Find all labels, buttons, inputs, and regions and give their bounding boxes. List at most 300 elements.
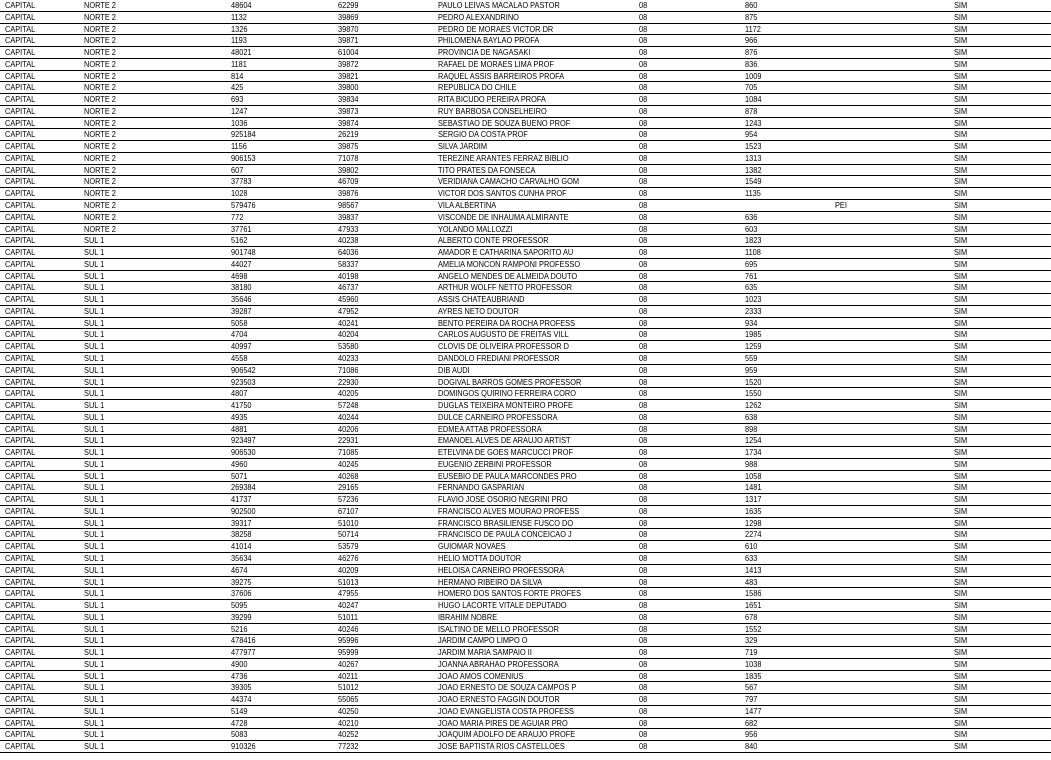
table-cell: NORTE 2 xyxy=(84,94,116,105)
table-cell: CAPITAL xyxy=(4,247,36,258)
table-row xyxy=(0,718,1051,730)
table-cell: 1247 xyxy=(230,105,248,116)
table-cell: 08 xyxy=(638,35,648,46)
table-cell: 71085 xyxy=(337,447,359,458)
table-cell: 08 xyxy=(638,447,648,458)
table-cell: SUL 1 xyxy=(84,458,105,469)
table-row xyxy=(0,600,1051,612)
table-row xyxy=(0,553,1051,565)
table-cell: CAPITAL xyxy=(4,376,36,387)
table-cell: SIM xyxy=(953,223,968,234)
table-cell: 923497 xyxy=(230,435,256,446)
table-cell: CAPITAL xyxy=(4,705,36,716)
table-row xyxy=(0,235,1051,247)
table-cell: SUL 1 xyxy=(84,447,105,458)
table-cell: 4704 xyxy=(230,329,248,340)
table-cell: SIM xyxy=(953,141,968,152)
table-cell: 40250 xyxy=(337,705,359,716)
table-cell: CAPITAL xyxy=(4,435,36,446)
table-cell: 901748 xyxy=(230,247,256,258)
table-cell: CAPITAL xyxy=(4,482,36,493)
table-cell: 08 xyxy=(638,117,648,128)
table-cell: CAPITAL xyxy=(4,388,36,399)
table-cell: 269384 xyxy=(230,482,256,493)
table-row xyxy=(0,224,1051,236)
table-row xyxy=(0,541,1051,553)
table-cell: 35634 xyxy=(230,552,252,563)
table-cell: CAPITAL xyxy=(4,447,36,458)
table-cell: SUL 1 xyxy=(84,647,105,658)
table-cell: SIM xyxy=(953,47,968,58)
table-cell: 38258 xyxy=(230,529,252,540)
table-cell: CAPITAL xyxy=(4,176,36,187)
table-cell: 39802 xyxy=(337,164,359,175)
table-cell: CAPITAL xyxy=(4,152,36,163)
table-cell: 4900 xyxy=(230,658,248,669)
table-row xyxy=(0,671,1051,683)
table-cell: NORTE 2 xyxy=(84,0,116,10)
table-cell: 08 xyxy=(638,470,648,481)
table-row xyxy=(0,141,1051,153)
table-cell: CAPITAL xyxy=(4,129,36,140)
table-cell: 45960 xyxy=(337,294,359,305)
table-cell: 2333 xyxy=(745,305,762,316)
table-cell: 39875 xyxy=(337,141,359,152)
table-cell: 39317 xyxy=(230,517,252,528)
table-cell: SIM xyxy=(953,694,968,705)
table-cell: 4698 xyxy=(230,270,248,281)
table-cell: SUL 1 xyxy=(84,470,105,481)
table-cell: FERNANDO GASPARIAN xyxy=(437,482,525,493)
table-cell: 08 xyxy=(638,141,648,152)
table-cell: CAPITAL xyxy=(4,341,36,352)
table-cell: SIM xyxy=(953,670,968,681)
table-cell: ALBERTO CONTE PROFESSOR xyxy=(437,235,549,246)
table-cell: 37783 xyxy=(230,176,252,187)
table-row xyxy=(0,447,1051,459)
table-cell: SIM xyxy=(953,423,968,434)
table-cell: 48604 xyxy=(230,0,252,10)
table-row xyxy=(0,24,1051,36)
table-row xyxy=(0,12,1051,24)
table-cell: 08 xyxy=(638,305,648,316)
table-cell: 860 xyxy=(745,0,758,10)
table-cell: SIM xyxy=(953,541,968,552)
table-cell: RAFAEL DE MORAES LIMA PROF xyxy=(437,58,554,69)
table-row xyxy=(0,529,1051,541)
table-row xyxy=(0,388,1051,400)
table-cell: 638 xyxy=(745,411,758,422)
table-cell: 08 xyxy=(638,317,648,328)
table-cell: SUL 1 xyxy=(84,329,105,340)
table-cell: GUIOMAR NOVAES xyxy=(437,541,506,552)
table-cell: 22930 xyxy=(337,376,359,387)
table-cell: 40206 xyxy=(337,423,359,434)
table-cell: SUL 1 xyxy=(84,435,105,446)
table-cell: NORTE 2 xyxy=(84,176,116,187)
table-cell: 08 xyxy=(638,576,648,587)
table-cell: 67107 xyxy=(337,505,359,516)
table-cell: 08 xyxy=(638,411,648,422)
table-cell: 08 xyxy=(638,647,648,658)
table-cell: 08 xyxy=(638,670,648,681)
table-cell: CAPITAL xyxy=(4,682,36,693)
table-cell: 4674 xyxy=(230,564,248,575)
table-cell: 4558 xyxy=(230,352,248,363)
table-cell: 772 xyxy=(230,211,244,222)
table-cell: 4960 xyxy=(230,458,248,469)
table-cell: CAPITAL xyxy=(4,552,36,563)
table-cell: 1108 xyxy=(745,247,761,258)
table-row xyxy=(0,729,1051,741)
table-cell: HELOISA CARNEIRO PROFESSORA xyxy=(437,564,565,575)
table-cell: 954 xyxy=(745,129,758,140)
table-cell: 1586 xyxy=(745,588,762,599)
table-cell: SIM xyxy=(953,600,968,611)
table-cell: CAPITAL xyxy=(4,741,36,752)
table-cell: JOAO AMOS COMENIUS xyxy=(437,670,524,681)
table-cell: SIM xyxy=(953,741,968,752)
table-cell: CAPITAL xyxy=(4,600,36,611)
table-cell: 46709 xyxy=(337,176,359,187)
table-cell: 1317 xyxy=(745,494,762,505)
table-cell: CAPITAL xyxy=(4,729,36,740)
table-cell: SUL 1 xyxy=(84,600,105,611)
table-cell: NORTE 2 xyxy=(84,200,116,211)
table-row xyxy=(0,435,1051,447)
table-row xyxy=(0,706,1051,718)
table-cell: CAPITAL xyxy=(4,117,36,128)
table-cell: RITA BICUDO PEREIRA PROFA xyxy=(437,94,546,105)
table-cell: DIB AUDI xyxy=(437,364,470,375)
table-cell: 53580 xyxy=(337,341,359,352)
table-cell: SIM xyxy=(953,517,968,528)
table-cell: 607 xyxy=(230,164,244,175)
table-cell: 08 xyxy=(638,352,648,363)
table-cell: SIM xyxy=(953,94,968,105)
table-cell: CAPITAL xyxy=(4,270,36,281)
table-cell: 51012 xyxy=(337,682,359,693)
table-cell: JOAO EVANGELISTA COSTA PROFESS xyxy=(437,705,574,716)
table-row xyxy=(0,153,1051,165)
table-cell: 35646 xyxy=(230,294,252,305)
table-cell: SUL 1 xyxy=(84,635,105,646)
table-cell: JOANNA ABRAHAO PROFESSORA xyxy=(437,658,559,669)
table-cell: 906530 xyxy=(230,447,256,458)
table-cell: 50714 xyxy=(337,529,359,540)
table-cell: SUL 1 xyxy=(84,247,105,258)
table-cell: SERGIO DA COSTA PROF xyxy=(437,129,528,140)
table-cell: SIM xyxy=(953,505,968,516)
table-cell: 08 xyxy=(638,247,648,258)
table-cell: SUL 1 xyxy=(84,258,105,269)
table-cell: 910326 xyxy=(230,741,256,752)
table-row xyxy=(0,294,1051,306)
table-cell: SUL 1 xyxy=(84,282,105,293)
table-cell: 08 xyxy=(638,58,648,69)
table-cell: 40247 xyxy=(337,600,359,611)
table-cell: CAPITAL xyxy=(4,141,36,152)
table-cell: 1038 xyxy=(745,658,762,669)
table-cell: 39287 xyxy=(230,305,252,316)
table-cell: CAPITAL xyxy=(4,35,36,46)
table-cell: 4881 xyxy=(230,423,248,434)
table-cell: 40198 xyxy=(337,270,359,281)
table-cell: 1259 xyxy=(745,341,762,352)
table-cell: NORTE 2 xyxy=(84,211,116,222)
table-cell: 08 xyxy=(638,658,648,669)
table-cell: 40997 xyxy=(230,341,252,352)
table-cell: 1132 xyxy=(230,11,247,22)
table-cell: SIM xyxy=(953,682,968,693)
table-cell: PEDRO DE MORAES VICTOR DR xyxy=(437,23,554,34)
table-cell: 08 xyxy=(638,176,648,187)
table-cell: SUL 1 xyxy=(84,529,105,540)
table-cell: 1313 xyxy=(745,152,762,163)
table-cell: 51011 xyxy=(337,611,358,622)
table-cell: CAPITAL xyxy=(4,82,36,93)
table-cell: 51013 xyxy=(337,576,359,587)
table-cell: 37606 xyxy=(230,588,252,599)
table-cell: CAPITAL xyxy=(4,305,36,316)
table-cell: 878 xyxy=(745,105,758,116)
table-cell: 635 xyxy=(745,282,758,293)
table-cell: 08 xyxy=(638,82,648,93)
table-row xyxy=(0,129,1051,141)
table-cell: NORTE 2 xyxy=(84,35,116,46)
table-cell: 1009 xyxy=(745,70,762,81)
table-cell: CAPITAL xyxy=(4,458,36,469)
table-cell: 08 xyxy=(638,388,648,399)
table-cell: SIM xyxy=(953,388,968,399)
table-cell: 40238 xyxy=(337,235,359,246)
table-cell: EUGENIO ZERBINI PROFESSOR xyxy=(437,458,552,469)
table-cell: SIM xyxy=(953,23,968,34)
table-cell: 5162 xyxy=(230,235,248,246)
table-cell: SIM xyxy=(953,717,968,728)
table-cell: 22931 xyxy=(337,435,359,446)
table-cell: 39275 xyxy=(230,576,252,587)
table-cell: ANGELO MENDES DE ALMEIDA DOUTO xyxy=(437,270,578,281)
table-cell: 693 xyxy=(230,94,244,105)
table-cell: 478416 xyxy=(230,635,256,646)
table-cell: 1985 xyxy=(745,329,762,340)
table-cell: 95999 xyxy=(337,647,359,658)
table-cell: 37761 xyxy=(230,223,252,234)
table-cell: 695 xyxy=(745,258,758,269)
table-cell: CAPITAL xyxy=(4,494,36,505)
table-cell: 956 xyxy=(745,729,758,740)
table-cell: PHILOMENA BAYLAO PROFA xyxy=(437,35,540,46)
table-cell: TEREZINE ARANTES FERRAZ BIBLIO xyxy=(437,152,569,163)
table-cell: 1520 xyxy=(745,376,762,387)
table-cell: CAPITAL xyxy=(4,164,36,175)
table-cell: 1835 xyxy=(745,670,762,681)
table-cell: SIM xyxy=(953,552,968,563)
table-cell: SIM xyxy=(953,411,968,422)
table-cell: SUL 1 xyxy=(84,717,105,728)
table-cell: SUL 1 xyxy=(84,482,105,493)
table-cell: CAPITAL xyxy=(4,635,36,646)
table-cell: 38180 xyxy=(230,282,252,293)
table-row xyxy=(0,59,1051,71)
table-cell: 40245 xyxy=(337,458,359,469)
table-row xyxy=(0,118,1051,130)
table-cell: SUL 1 xyxy=(84,305,105,316)
table-cell: 1036 xyxy=(230,117,248,128)
table-cell: SIM xyxy=(953,117,968,128)
table-cell: SUL 1 xyxy=(84,576,105,587)
table-cell: ASSIS CHATEAUBRIAND xyxy=(437,294,525,305)
table-cell: CAPITAL xyxy=(4,423,36,434)
table-cell: 39305 xyxy=(230,682,252,693)
table-row xyxy=(0,741,1051,753)
table-cell: SUL 1 xyxy=(84,423,105,434)
table-cell: CAPITAL xyxy=(4,211,36,222)
table-cell: 1243 xyxy=(745,117,762,128)
table-row xyxy=(0,694,1051,706)
table-cell: SIM xyxy=(953,376,968,387)
table-cell: JOAO ERNESTO FAGGIN DOUTOR xyxy=(437,694,560,705)
table-cell: CAPITAL xyxy=(4,0,36,10)
table-cell: CAPITAL xyxy=(4,94,36,105)
table-cell: 2274 xyxy=(745,529,762,540)
table-cell: SUL 1 xyxy=(84,364,105,375)
table-cell: 55065 xyxy=(337,694,359,705)
table-cell: 41750 xyxy=(230,400,252,411)
table-cell: 959 xyxy=(745,364,758,375)
table-cell: CAPITAL xyxy=(4,717,36,728)
table-cell: CAPITAL xyxy=(4,611,36,622)
table-cell: 1823 xyxy=(745,235,762,246)
table-cell: 1023 xyxy=(745,294,762,305)
table-cell: 39837 xyxy=(337,211,359,222)
table-cell: 1734 xyxy=(745,447,762,458)
table-cell: SUL 1 xyxy=(84,270,105,281)
table-cell: HELIO MOTTA DOUTOR xyxy=(437,552,522,563)
table-cell: SIM xyxy=(953,82,968,93)
table-row xyxy=(0,659,1051,671)
table-cell: CAPITAL xyxy=(4,588,36,599)
table-cell: SIM xyxy=(953,70,968,81)
table-cell: 39834 xyxy=(337,94,359,105)
table-cell: CAPITAL xyxy=(4,329,36,340)
table-cell: 08 xyxy=(638,364,648,375)
table-row xyxy=(0,329,1051,341)
table-cell: 08 xyxy=(638,152,648,163)
table-cell: 1481 xyxy=(745,482,762,493)
table-cell: 40233 xyxy=(337,352,359,363)
table-cell: 08 xyxy=(638,258,648,269)
table-cell: SUL 1 xyxy=(84,611,105,622)
table-cell: 08 xyxy=(638,70,648,81)
table-cell: 39871 xyxy=(337,35,359,46)
table-cell: 08 xyxy=(638,400,648,411)
table-cell: SUL 1 xyxy=(84,705,105,716)
table-cell: EUSEBIO DE PAULA MARCONDES PRO xyxy=(437,470,577,481)
table-cell: SIM xyxy=(953,211,968,222)
table-cell: IBRAHIM NOBRE xyxy=(437,611,498,622)
table-cell: 29165 xyxy=(337,482,359,493)
table-cell: SIM xyxy=(953,705,968,716)
table-cell: 814 xyxy=(230,70,244,81)
table-cell: NORTE 2 xyxy=(84,82,116,93)
table-cell: 1326 xyxy=(230,23,248,34)
table-cell: SUL 1 xyxy=(84,541,105,552)
table-cell: 5071 xyxy=(230,470,248,481)
table-cell: 08 xyxy=(638,552,648,563)
table-cell: AYRES NETO DOUTOR xyxy=(437,305,519,316)
table-cell: 902500 xyxy=(230,505,256,516)
table-cell: 08 xyxy=(638,741,648,752)
table-row xyxy=(0,47,1051,59)
table-cell: NORTE 2 xyxy=(84,141,116,152)
table-cell: NORTE 2 xyxy=(84,223,116,234)
table-cell: JOAO ERNESTO DE SOUZA CAMPOS P xyxy=(437,682,577,693)
table-cell: NORTE 2 xyxy=(84,188,116,199)
table-row xyxy=(0,482,1051,494)
table-cell: 5058 xyxy=(230,317,248,328)
table-cell: SIM xyxy=(953,647,968,658)
table-row xyxy=(0,459,1051,471)
table-cell: ETELVINA DE GOES MARCUCCI PROF xyxy=(437,447,573,458)
table-cell: 95996 xyxy=(337,635,359,646)
table-cell: CAPITAL xyxy=(4,364,36,375)
table-cell: 08 xyxy=(638,588,648,599)
table-cell: CAPITAL xyxy=(4,517,36,528)
table-cell: 840 xyxy=(745,741,758,752)
table-cell: 08 xyxy=(638,611,648,622)
table-cell: NORTE 2 xyxy=(84,105,116,116)
table-cell: NORTE 2 xyxy=(84,47,116,58)
table-cell: SIM xyxy=(953,588,968,599)
table-cell: SUL 1 xyxy=(84,670,105,681)
table-cell: SIM xyxy=(953,729,968,740)
table-cell: SUL 1 xyxy=(84,588,105,599)
table-cell: SEBASTIAO DE SOUZA BUENO PROF xyxy=(437,117,571,128)
table-cell: 40241 xyxy=(337,317,359,328)
table-cell: SILVA JARDIM xyxy=(437,141,488,152)
table-row xyxy=(0,0,1051,12)
table-row xyxy=(0,247,1051,259)
table-row xyxy=(0,518,1051,530)
table-cell: JOSE BAPTISTA RIOS CASTELLOES xyxy=(437,741,565,752)
table-cell: 39876 xyxy=(337,188,359,199)
table-row xyxy=(0,106,1051,118)
table-cell: SIM xyxy=(953,658,968,669)
table-cell: 08 xyxy=(638,729,648,740)
table-cell: HOMERO DOS SANTOS FORTE PROFES xyxy=(437,588,582,599)
table-cell: 797 xyxy=(745,694,758,705)
table-cell: 906542 xyxy=(230,364,256,375)
table-cell: 41014 xyxy=(230,541,252,552)
table-cell: 1193 xyxy=(230,35,247,46)
table-cell: 08 xyxy=(638,294,648,305)
table-row xyxy=(0,282,1051,294)
table-cell: 1298 xyxy=(745,517,762,528)
table-cell: CAPITAL xyxy=(4,400,36,411)
table-row xyxy=(0,365,1051,377)
table-cell: CAPITAL xyxy=(4,411,36,422)
table-cell: 1172 xyxy=(745,23,761,34)
table-cell: BENTO PEREIRA DA ROCHA PROFESS xyxy=(437,317,576,328)
table-cell: 08 xyxy=(638,517,648,528)
table-cell: SUL 1 xyxy=(84,294,105,305)
table-cell: 47952 xyxy=(337,305,359,316)
table-row xyxy=(0,271,1051,283)
table-cell: 44374 xyxy=(230,694,252,705)
table-cell: 08 xyxy=(638,623,648,634)
